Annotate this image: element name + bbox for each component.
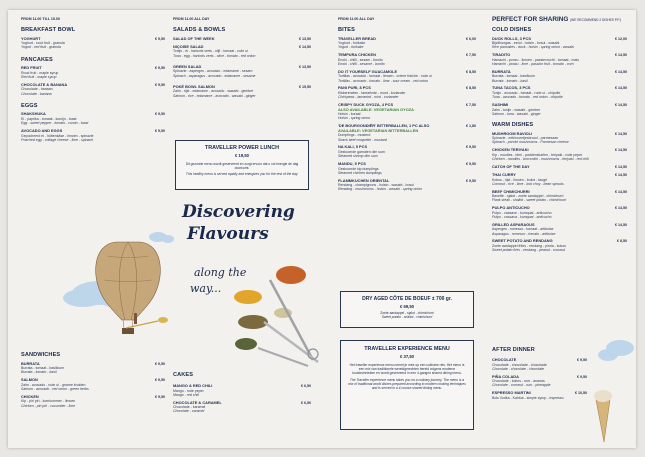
menu-item xyxy=(173,384,311,397)
item-name: THAI CURRY xyxy=(492,171,516,177)
item-price: € 8,50 xyxy=(617,239,627,244)
item-desc: Spinazie - asperges - avocado - edamame - sesam xyxy=(173,69,253,74)
menu-item xyxy=(338,179,476,192)
item-desc: Tonijn - avocado - tomaat - rode ui - chipotle xyxy=(492,90,561,95)
item-name: CATCH OF THE DAY xyxy=(492,163,530,169)
time-header: FROM 11.00 ALL DAY xyxy=(173,17,210,21)
section-title-pancakes: PANCAKES xyxy=(21,56,53,63)
item-name: DO IT YOURSELF GUACAMOLE xyxy=(338,68,398,74)
item-name: PULPO ANTICUCHO xyxy=(492,205,530,211)
menu-item xyxy=(492,53,627,66)
item-desc-en: Chicken - noodles - broccolini - mushrooms - teriyaki - red chili xyxy=(492,156,589,161)
menu-item xyxy=(492,86,627,99)
power-lunch-price: € 19,50 xyxy=(235,153,249,158)
item-name: CHICKEN TERIYAKI xyxy=(492,147,529,153)
item-price: € 9,50 xyxy=(155,128,165,133)
item-name: NIÇOISE SALAD xyxy=(173,43,204,49)
item-price: € 14,50 xyxy=(615,148,627,153)
menu-item xyxy=(338,162,476,175)
menu-item xyxy=(492,206,627,219)
item-price: € 7,50 xyxy=(466,53,476,58)
section-title-eggs: EGGS xyxy=(21,102,38,109)
item-price: € 9,50 xyxy=(155,394,165,399)
item-price: € 14,50 xyxy=(615,222,627,227)
item-name: GREEN SALAD xyxy=(173,63,202,69)
item-name: SHAKSHUKA xyxy=(21,111,46,117)
item-desc-en: Salmon - avocado - red onion - green herbs xyxy=(21,386,89,391)
item-price: € 9,50 xyxy=(155,112,165,117)
experience-desc: Het traveller experience menu neemt je mee op een culinaire reis. Het menu is een mix van traditionele wereldgerechten bereid volgens moderne kooktechnieken en wordt geserveerd in een 4-gangen shared dining menu. xyxy=(349,363,465,376)
menu-item xyxy=(338,86,476,99)
slogan-line1: Discovering xyxy=(182,202,295,222)
hot-air-balloon-icon xyxy=(96,242,161,334)
item-price: € 14,50 xyxy=(615,206,627,211)
item-name: CRISPY DUCK GYOZA, 4 PCS xyxy=(338,101,394,107)
item-price: € 14,50 xyxy=(615,164,627,169)
item-price: € 6,50 xyxy=(301,384,311,388)
item-price: € 14,50 xyxy=(615,172,627,177)
item-desc-en: Coconut - rice - lime - bok choy - bean sprouts xyxy=(492,181,564,186)
column-sandwiches xyxy=(21,352,165,408)
menu-item xyxy=(492,37,627,50)
section-title-sandwiches: SANDWICHES xyxy=(21,352,61,358)
item-name: NA KALI, 5 PCS xyxy=(338,144,368,150)
column-bites xyxy=(338,17,476,192)
steak-title: DRY AGED CÔTE DE BOEUF ± 700 gr. xyxy=(362,296,452,302)
section-title-warm: WARM DISHES xyxy=(492,121,534,128)
figure-icon xyxy=(134,313,137,324)
menu-item xyxy=(492,223,627,236)
item-desc-en: Mango - red chili xyxy=(173,392,199,397)
slogan-line4: way... xyxy=(190,282,222,295)
item-name: POKÉ BOWL SALMON xyxy=(173,83,215,89)
item-price: € 7,50 xyxy=(466,102,476,107)
menu-item xyxy=(338,37,476,50)
item-desc-en: Rendang - mushrooms - hoisin - wasabi - spring onion xyxy=(338,187,423,192)
menu-item xyxy=(173,85,311,98)
sharing-subtitle: (WE RECOMMEND 2 DISHES P.P.) xyxy=(570,18,622,22)
item-desc: Gepocheerd ei - hüttenkäse - limoen - spinazie xyxy=(21,133,94,138)
item-name: DUCK ROLLS, 3 PCS xyxy=(492,35,531,41)
power-lunch-box xyxy=(175,140,309,190)
item-desc-en: Poached egg - cottage cheese - lime - spinach xyxy=(21,137,94,142)
item-desc-en: Flank steak - shallot - sweet potato - chimichurri xyxy=(492,198,567,203)
small-spoon-icon xyxy=(126,321,158,328)
item-desc: Yoghurt - rood fruit - granola xyxy=(21,41,65,46)
steak-box xyxy=(340,291,474,328)
menu-item xyxy=(21,37,165,50)
item-name: TRAVELLER BREAD xyxy=(338,35,376,41)
menu-item xyxy=(21,129,165,142)
item-desc-en: Egg - sweet pepper - tomato - cumin - toast xyxy=(21,121,89,126)
item-desc: Zalm - rijst - edamame - avocado - wasabi - gember xyxy=(173,89,254,94)
item-name: SALAD OF THE WEEK xyxy=(173,35,215,41)
menu-item xyxy=(21,66,165,79)
menu-item xyxy=(338,53,476,66)
ice-cream-cone-icon xyxy=(596,400,610,442)
section-title-bites: BITES xyxy=(338,27,355,33)
item-price: € 9,50 xyxy=(155,361,165,366)
item-price: € 14,50 xyxy=(615,131,627,136)
item-price: € 9,50 xyxy=(577,374,587,379)
item-price: € 14,50 xyxy=(615,69,627,74)
item-name: YOGHURT xyxy=(21,35,41,41)
cloud-right-icon xyxy=(598,340,634,361)
item-name: FLAMMKUCHEN ORIENTAL xyxy=(338,177,390,183)
section-title-salads: SALADS & BOWLS xyxy=(173,27,226,33)
menu-item xyxy=(173,45,311,58)
slogan-line3: along the xyxy=(194,266,247,279)
item-name: TEMPURA CHICKEN xyxy=(338,52,376,58)
section-title-after-dinner: AFTER DINNER xyxy=(492,347,535,353)
item-price: € 14,50 xyxy=(615,86,627,91)
steak-desc-en: Sweet potato - shallot - chimichurri xyxy=(381,315,433,320)
menu-item xyxy=(338,124,476,142)
menu-item xyxy=(492,103,627,116)
item-desc: Bavette - sjalot - zoete aardappel - chimichurri xyxy=(492,194,564,199)
sharing-title xyxy=(492,16,627,23)
item-desc-en: Steamed shrimp dim sum xyxy=(338,154,378,159)
item-price: € 10,50 xyxy=(575,391,587,396)
item-name: PANI PURI, 8 PCS xyxy=(338,85,371,91)
item-price: € 12,00 xyxy=(615,36,627,41)
item-desc: Chocolade - banaan xyxy=(21,87,53,92)
item-name: PIÑA COLADA xyxy=(492,373,519,379)
item-desc: Kikkererwten - tamarinde - munt - koriander xyxy=(338,90,406,95)
item-desc-en: Snack beef croquette - mustard xyxy=(338,137,387,142)
item-price: € 6,00 xyxy=(466,36,476,41)
item-desc-en: Steamed chicken dumplings xyxy=(338,170,382,175)
menu-item xyxy=(492,190,627,203)
item-name: RED FRUIT xyxy=(21,65,42,71)
menu-item xyxy=(492,173,627,186)
item-name: CHOCOLATE & CARAMEL xyxy=(173,399,222,405)
item-desc-en: Salmon - rice - edamame - avocado - wasabi - ginger xyxy=(173,93,256,98)
item-desc: Gestoomde garnalen dim sum xyxy=(338,149,385,154)
item-price: € 9,50 xyxy=(155,82,165,87)
menu-item xyxy=(492,165,627,170)
time-header: FROM 11.00 ALL DAY xyxy=(338,17,375,21)
menu-item xyxy=(21,83,165,96)
item-desc: Hamachi - ponzu - limoen - passievrucht - tomaat - mais xyxy=(492,57,579,62)
item-price: € 13,50 xyxy=(299,36,311,41)
item-name: SASHIMI xyxy=(492,101,509,107)
column-breakfast xyxy=(21,17,165,142)
item-name: AVOCADO AND EGGS xyxy=(21,127,63,133)
menu-item xyxy=(492,391,587,400)
menu-item xyxy=(21,395,165,408)
item-price: € 13,50 xyxy=(299,64,311,69)
steak-price: € 69,50 xyxy=(400,304,414,309)
item-desc: Enoki - chilli - sesam - bonito xyxy=(338,57,383,62)
menu-item xyxy=(21,112,165,125)
item-name: CHOCOLATE & BANANA xyxy=(21,81,68,87)
item-desc-en: Hoisin - spring onion xyxy=(338,116,370,121)
item-desc-en: Asparagus - romesco - tomato - artiboise xyxy=(492,231,556,236)
experience-desc-en: The Traveller experience menu takes you on a culinary journey. The menu is a mix of traditional world dishes prepared according to modern cooking techniques and is served in a 4-course shared dining menu. xyxy=(348,378,466,391)
menu-item xyxy=(492,148,627,161)
item-price: € 1,80 xyxy=(466,124,476,129)
item-desc-en: Tuna - egg - haricots verts - olive - tomato - red onion xyxy=(173,53,256,58)
menu-item xyxy=(492,239,627,252)
menu-sheet xyxy=(8,10,636,448)
item-desc-en: Spinach - asparagus - avocado - edamame - sesame xyxy=(173,73,256,78)
menu-item xyxy=(338,145,476,158)
column-salads xyxy=(173,17,311,98)
item-desc: Kip - noodles - bimi - paddenstoelen - teriyaki - rode peper xyxy=(492,152,583,157)
item-price: € 9,50 xyxy=(466,178,476,183)
item-desc-en: Burrata - tomato - basil xyxy=(21,370,57,375)
item-desc: Rood fruit - maple syrup xyxy=(21,70,59,75)
item-desc-en: Sweet potato fries - rendang - peanut - coconut xyxy=(492,248,566,253)
item-desc-en: Chickpeas - tamarind - mint - coriander xyxy=(338,95,399,100)
item-price: € 9,50 xyxy=(466,161,476,166)
section-title-breakfast: BREAKFAST BOWL xyxy=(21,27,76,33)
item-desc: Zoete aardappel frites - rendang - pinda - kokos xyxy=(492,243,566,248)
item-desc: Zalm - avocado - rode ui - groene kruiden xyxy=(21,382,86,387)
item-price: € 14,50 xyxy=(299,44,311,49)
item-name: CHICKEN xyxy=(21,393,39,399)
item-price: € 15,50 xyxy=(299,84,311,89)
item-name: BURRATA xyxy=(21,360,40,366)
item-name: BEEF CHIMICHURRI xyxy=(492,188,530,194)
item-price: € 9,50 xyxy=(155,378,165,383)
menu-item xyxy=(173,401,311,414)
menu-item xyxy=(338,70,476,83)
item-desc-en: Tortillas - avocado - tomato - lime - sour cream - red onion xyxy=(338,78,428,83)
item-extra: AVAILABLE: VEGETARIAN BITTERBALLEN xyxy=(338,127,419,133)
item-desc: Ei - paprika - tomaat - komijn - toast xyxy=(21,116,77,121)
item-desc: Bols Vodka - Kahlúa - simple syrup - espresso xyxy=(492,395,564,400)
item-desc-en: Yogurt - red fruit - granola xyxy=(21,45,61,50)
column-cakes xyxy=(173,372,311,414)
item-desc: Mango - rode peper xyxy=(173,388,204,393)
item-name: 'DE BOURGONDIËR' BITTERBALLEN, 1 PC ALSO xyxy=(338,123,430,129)
experience-price: € 37,50 xyxy=(400,354,414,359)
item-name: BURRATA xyxy=(492,68,511,74)
menu-item xyxy=(173,37,311,42)
item-desc: Burrata - tomaat - basilicum xyxy=(21,366,64,371)
sharing-title-text: PERFECT FOR SHARING xyxy=(492,16,569,23)
item-desc-en: Hamachi - ponzu - lime - passion fruit - tomato - corn xyxy=(492,61,574,66)
item-desc: Tortillas - avocado - tomaat - limoen - crème fraîche - rode ui xyxy=(338,74,432,79)
item-price: € 9,50 xyxy=(466,145,476,150)
item-desc: Spinazie - eekhoorntjesbrood - parmezaan xyxy=(492,136,559,141)
item-name: ESPRESSO MARTINI xyxy=(492,390,531,396)
experience-menu-box xyxy=(340,340,474,430)
item-desc: Dumplings - mosterd xyxy=(338,133,371,138)
item-name: SWEET POTATO AND RENDANG xyxy=(492,238,553,244)
menu-item xyxy=(492,358,587,371)
item-desc: Asperges - romesco - tomaat - artiboise xyxy=(492,227,554,232)
item-price: € 14,50 xyxy=(615,189,627,194)
item-desc-en: Chicken - piri piri - cucumber - lime xyxy=(21,403,76,408)
item-price: € 9,50 xyxy=(155,66,165,71)
item-desc: Chocolade - karamel xyxy=(173,405,206,410)
item-price: € 9,50 xyxy=(577,358,587,362)
item-desc: Burrata - tomaat - basilicum xyxy=(492,74,535,79)
menu-item xyxy=(338,103,476,121)
item-desc-en: Spinach - porcini mushrooms - Parmesan cheese xyxy=(492,140,569,145)
time-header: FROM 11.00 TILL 15.00 xyxy=(21,17,60,21)
spice-spoons-icon xyxy=(234,266,318,366)
item-desc-en: Yogurt - furikake xyxy=(338,45,364,50)
item-desc: Tonijn - ei - haricots verts - olijf - tomaat - rode ui xyxy=(173,49,248,54)
steak-desc: Zoete aardappel - sjalot - chimichurri xyxy=(380,311,434,315)
menu-item xyxy=(173,65,311,78)
item-desc: Kokos - rijst - limoen - bokoi - taugé xyxy=(492,177,548,182)
item-price: € 8,50 xyxy=(466,86,476,91)
item-name: MANGO & RED CHILI xyxy=(173,383,213,388)
item-desc-en: Tuna - avocado - tomato - red onion - chipotle xyxy=(492,95,563,100)
item-desc: Kip - piri piri - komkommer - limoen xyxy=(21,399,76,404)
power-lunch-title: TRAVELLER POWER LUNCH xyxy=(204,145,280,151)
item-desc: Rendang - champignons - hoisin - wasabi - bosui xyxy=(338,183,414,188)
item-desc-en: Chocolate - caramel xyxy=(173,409,205,414)
item-desc: Gestoomde kip dumplings xyxy=(338,166,379,171)
item-name: TUNA TACOS, 3 PCS xyxy=(492,85,531,91)
item-desc: Pulpo - cassave - kumquat - anticucho xyxy=(492,210,552,215)
column-after-dinner xyxy=(492,347,587,400)
item-price: € 9,50 xyxy=(155,36,165,41)
item-price: € 14,50 xyxy=(615,53,627,58)
menu-item xyxy=(21,362,165,375)
power-lunch-desc: Dit gezonde menu wordt geserveerd en zorgt ervoor dat u vol energie de dag doorkomt. xyxy=(185,162,299,171)
experience-title: TRAVELLER EXPERIENCE MENU xyxy=(364,346,450,352)
item-name: MUSHROOM RAVIOLI xyxy=(492,130,533,136)
item-desc: Zalm - tonijn - wasabi - gember xyxy=(492,107,541,112)
item-desc-en: Chocolate - banana xyxy=(21,91,52,96)
item-name: GRILLED ASPARAGUS xyxy=(492,221,535,227)
section-title-cakes: CAKES xyxy=(173,372,194,378)
item-desc-en: Burrata - tomato - basil xyxy=(492,78,528,83)
menu-item xyxy=(492,132,627,145)
power-lunch-desc-en: This healthy menu is served rapidly and energizes you for the rest of the day. xyxy=(185,172,299,177)
menu-item xyxy=(492,70,627,83)
item-name: TIRADITO xyxy=(492,52,511,58)
item-name: SALMON xyxy=(21,377,38,383)
item-price: € 6,50 xyxy=(301,400,311,405)
item-desc-en: Rice pancakes - duck - hoisin - spring onion - wasabi xyxy=(492,45,574,50)
item-desc: Chocolade - kokos - rum - ananas xyxy=(492,379,545,384)
menu-item xyxy=(21,378,165,391)
menu-item xyxy=(492,375,587,388)
slogan-line2: Flavours xyxy=(187,224,269,244)
item-desc-en: Chocolate - coconut - rum - pineapple xyxy=(492,383,551,388)
item-price: € 14,50 xyxy=(615,102,627,107)
item-desc-en: Red fruit - maple syrup xyxy=(21,74,57,79)
item-desc: Bijzillnorgas - eend - hoisin - bosui - wasabi xyxy=(492,41,560,46)
item-name: CHOCOLATE xyxy=(492,357,517,362)
section-title-cold: COLD DISHES xyxy=(492,27,532,33)
item-desc-en: Salmon - tuna - wasabi - ginger xyxy=(492,111,541,116)
item-desc-en: Pulpo - cassava - kumquat - anticucho xyxy=(492,214,552,219)
column-sharing xyxy=(492,16,627,252)
item-desc-en: Enoki - chilli - sesame - bonito xyxy=(338,61,385,66)
item-desc: Yoghurt - furikake xyxy=(338,41,366,46)
item-extra: ALSO AVAILABLE: VEGETARIAN GYOZA xyxy=(338,106,414,112)
item-desc-en: Chocolate - chocolate - chocolate xyxy=(492,366,544,371)
item-desc: Chocolade - chocolade - chocolade xyxy=(492,362,547,367)
item-desc: Hoisin - koraal xyxy=(338,112,361,117)
item-name: MANDU, 5 PCS xyxy=(338,160,366,166)
item-price: € 8,50 xyxy=(466,69,476,74)
